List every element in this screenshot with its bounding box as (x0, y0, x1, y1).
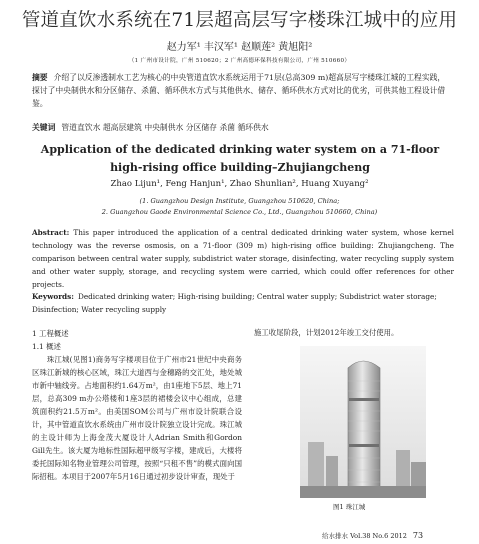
abstract-cn (32, 71, 452, 110)
abstract-en-label: Abstract: (32, 228, 70, 237)
keywords-en (32, 291, 454, 316)
affiliation-en-line-2: 2. Guangzhou Gaode Environmental Science Co., Ltd., Guangzhou 510660, China) (101, 208, 378, 216)
abstract-cn-label: 摘要 (32, 73, 48, 82)
keywords-cn (32, 122, 452, 133)
page-footer (322, 531, 423, 540)
keywords-cn-label: 关键词 (32, 123, 56, 132)
keywords-en-label: Keywords: (32, 292, 74, 301)
abstract-en-text: This paper introduced the application of a central dedicated drinking water system, whose kernel technology was the reverse osmosis, on a 71-floor (309 m) high-rising office building: Zhujiangcheng. The comparison between central water supply, subdistrict water storage, disinfecting, water recycling supply system and other water supply, storage, and recycling system were carried, which could offer references for other projects. (32, 228, 454, 290)
affiliation-en (0, 196, 479, 218)
section-heading: 1 工程概述 (32, 329, 69, 338)
keywords-cn-text: 管道直饮水 超高层建筑 中央制供水 分区储存 杀菌 循环供水 (61, 123, 269, 132)
paper-title: 管道直饮水系统在71层超高层写字楼珠江城中的应用 (21, 10, 458, 31)
left-column (32, 327, 242, 483)
keywords-en-text: Dedicated drinking water; High-rising building; Central water supply; Subdistrict water storage; Disinfection; Water recycling supply (32, 292, 437, 314)
building-photo (300, 346, 426, 498)
body-paragraph: 珠江城(见图1)商务写字楼项目位于广州市21世纪中央商务区珠江新城的核心区域，珠江大道西与金穗路的交汇处，地处城市新中轴线旁。占地面积约1.64万m²，由1座地下5层、地上71层，总高309 m办公塔楼和1座3层的裙楼会议中心组成，总建筑面积约21.5万m²。由美国SOM公司与广州市设计院联合设计，其中管道直饮水系统由广州市设计院独立设计完成。珠江城的主设计师为上海金茂大厦设计人Adrian Smith和Gordon Gill先生。该大厦为地标性国际超甲级写字楼，建成后，大楼将委托国际知名物业管理公司管理，按照“只租不售”的模式面向国际招租。本项目于2007年5月16日通过初步设计审查，现处于 (32, 355, 242, 481)
journal-info: 给水排水 Vol.38 No.6 2012 (322, 532, 407, 540)
authors-en: Zhao Lijun¹, Feng Hanjun¹, Zhao Shunlian², Huang Xuyang² (110, 179, 369, 189)
page-number: 73 (412, 531, 424, 540)
affiliation-cn: （1 广州市设计院，广州 510620；2 广州高德环保科技有限公司，广州 510660） (128, 58, 351, 64)
abstract-en (32, 226, 454, 291)
paper-title-en: Application of the dedicated drinking water system on a 71-floor high-rising office building–Zhujiangcheng (40, 143, 440, 174)
figure-caption: 图1 珠江城 (333, 503, 366, 511)
affiliation-en-line-1: (1. Guangzhou Design Institute, Guangzhou 510620, China; (139, 197, 340, 205)
abstract-cn-text: 介绍了以反渗透制水工艺为核心的中央管道直饮水系统运用于71层(总高309 m)超高层写字楼珠江城的工程实践，探讨了中央制供水和分区储存、杀菌、循环供水方式与其他供水、储存、循环供水方式对比的优劣，可供其他工程设计借鉴。 (32, 73, 446, 108)
right-column-text: 施工收尾阶段，计划2012年竣工交付使用。 (254, 328, 399, 337)
authors-cn: 赵力军¹ 丰汉军¹ 赵顺莲² 黄旭阳² (166, 42, 313, 53)
subsection-heading: 1.1 概述 (32, 342, 61, 351)
